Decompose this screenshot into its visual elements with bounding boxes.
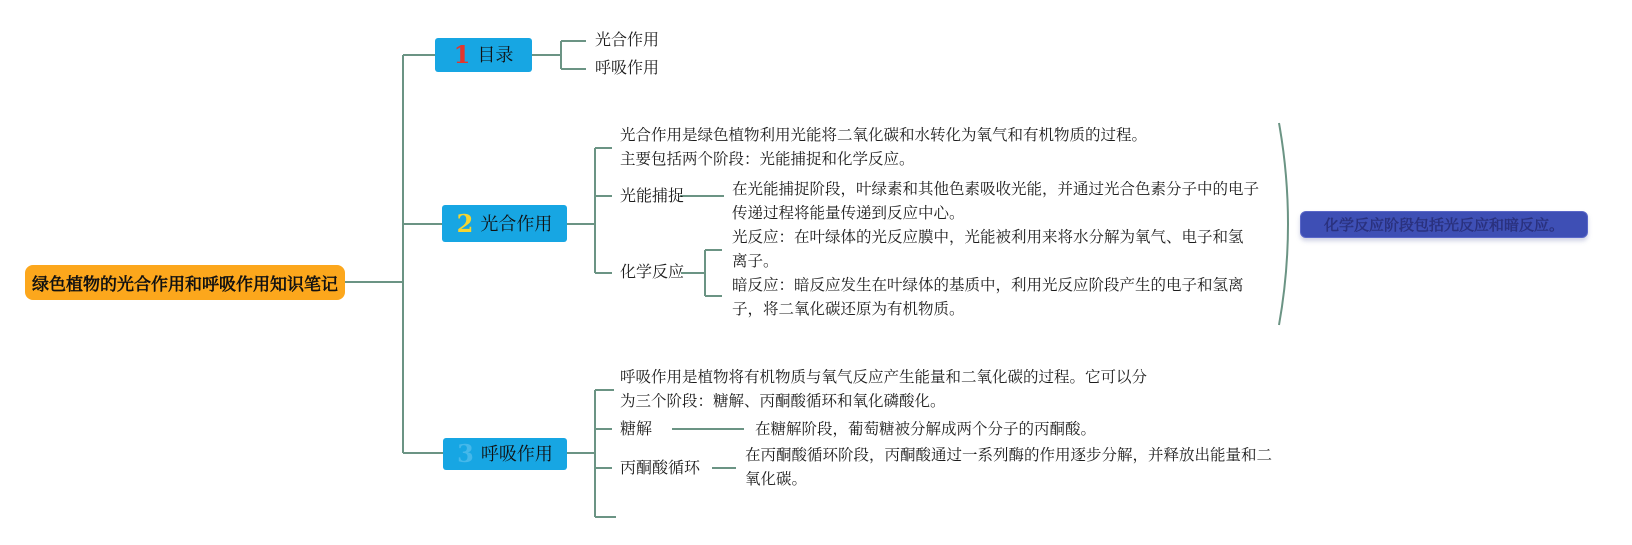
light-capture-label[interactable]: 光能捕捉 xyxy=(620,188,685,205)
photosynthesis-label: 光合作用 xyxy=(480,213,553,234)
topic-toc[interactable] xyxy=(435,38,532,72)
light-capture-desc[interactable]: 在光能捕捉阶段，叶绿素和其他色素吸收光能，并通过光合色素分子中的电子传递过程将能量传递到反应中心。 xyxy=(732,181,1260,222)
pyruvate-cycle-desc[interactable]: 在丙酮酸循环阶段，丙酮酸通过一系列酶的作用逐步分解，并释放出能量和二氧化碳。 xyxy=(745,447,1273,488)
toc-item-respiration[interactable]: 呼吸作用 xyxy=(595,60,660,77)
chemical-reaction-summary[interactable]: 化学反应阶段包括光反应和暗反应。 xyxy=(1300,211,1588,238)
toc-item-photosynthesis[interactable]: 光合作用 xyxy=(595,32,660,49)
respiration-intro-text[interactable]: 呼吸作用是植物将有机物质与氧气反应产生能量和二氧化碳的过程。它可以分为三个阶段：糖解、丙酮酸循环和氧化磷酸化。 xyxy=(620,369,1148,410)
respiration-label: 呼吸作用 xyxy=(480,444,553,464)
glycolysis-label[interactable]: 糖解 xyxy=(620,421,653,438)
light-reaction-desc[interactable]: 光反应：在叶绿体的光反应膜中，光能被利用来将水分解为氧气、电子和氢离子。 xyxy=(732,229,1244,270)
respiration-number-badge: 3 xyxy=(457,439,474,468)
toc-number-badge: 1 xyxy=(453,40,471,69)
photosynthesis-number-badge: 2 xyxy=(456,208,474,238)
topic-photosynthesis[interactable] xyxy=(442,205,567,242)
topic-respiration[interactable] xyxy=(443,438,567,470)
chemical-reaction-label[interactable]: 化学反应 xyxy=(620,264,685,281)
photosynthesis-intro-text[interactable]: 光合作用是绿色植物利用光能将二氧化碳和水转化为氧气和有机物质的过程。主要包括两个阶段：光能捕捉和化学反应。 xyxy=(620,127,1148,168)
pyruvate-cycle-label[interactable]: 丙酮酸循环 xyxy=(620,460,701,477)
dark-reaction-desc[interactable]: 暗反应：暗反应发生在叶绿体的基质中，利用光反应阶段产生的电子和氢离子，将二氧化碳还原为有机物质。 xyxy=(732,277,1244,318)
root-topic[interactable]: 绿色植物的光合作用和呼吸作用知识笔记 xyxy=(25,265,345,300)
glycolysis-desc[interactable]: 在糖解阶段，葡萄糖被分解成两个分子的丙酮酸。 xyxy=(755,421,1097,438)
toc-label: 目录 xyxy=(477,45,514,65)
